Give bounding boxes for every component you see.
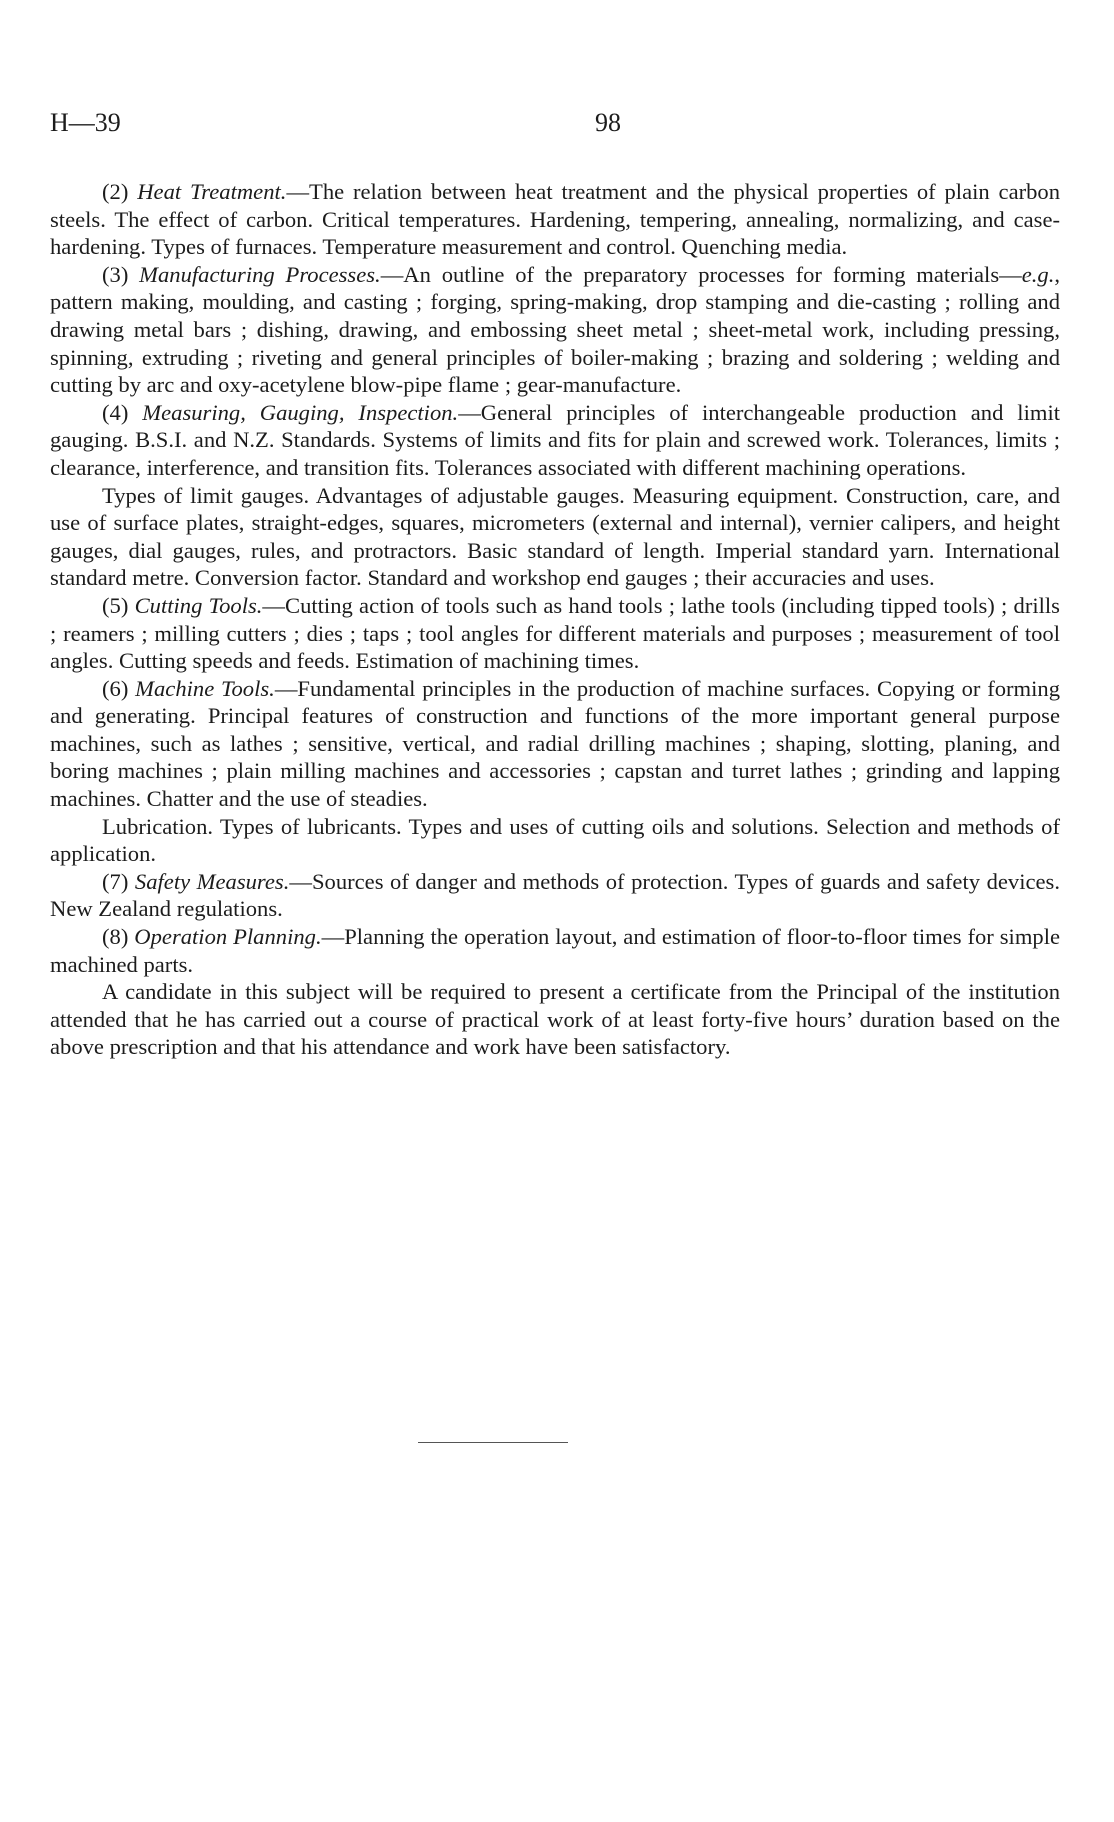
section-measuring-continuation: Types of limit gauges. Advantages of adjustable gauges. Measuring equipment. Construction, care, and use of surface plates, straight-edges, squares, micrometers (external and internal), vernier calipers, and height gauges, dial gauges, rules, and protractors. Basic standard of length. Imperial standard yarn. International standard metre. Conversion factor. Standard and workshop end gauges ; their accuracies and uses. xyxy=(50,482,1060,591)
document-body xyxy=(50,178,1060,1061)
section-number: (3) xyxy=(102,261,129,287)
section-heading: Machine Tools. xyxy=(135,675,275,701)
section-heading: Manufacturing Processes. xyxy=(139,261,381,287)
section-heading: Heat Treatment. xyxy=(137,179,287,204)
section-number: (2) xyxy=(102,179,129,204)
section-measuring-gauging-inspection xyxy=(50,399,1060,482)
page-header xyxy=(50,108,1060,144)
section-text: —Planning the operation layout, and estimation of floor-to-floor times for simple machined parts. xyxy=(50,924,1060,977)
section-cutting-tools xyxy=(50,592,1060,675)
section-operation-planning xyxy=(50,923,1060,978)
page-number: 98 xyxy=(595,108,621,137)
section-text: —General principles of interchangeable production and limit gauging. B.S.I. and N.Z. Standards. Systems of limits and fits for plain and screwed work. Tolerances, limits ; clearance, interference, and transition fits. Tolerances associated with different machining operations. xyxy=(50,399,1060,480)
section-machine-tools-continuation: Lubrication. Types of lubricants. Types and uses of cutting oils and solutions. Selection and methods of application. xyxy=(50,813,1060,867)
section-text: —Cutting action of tools such as hand tools ; lathe tools (including tipped tools) ; drills ; reamers ; milling cutters ; dies ; taps ; tool angles for different materials and purposes ; measurement of tool angles. Cutting speeds and feeds. Estimation of machining times. xyxy=(50,592,1060,674)
section-machine-tools xyxy=(50,675,1060,813)
section-number: (6) xyxy=(102,675,129,701)
section-heading: Safety Measures. xyxy=(134,868,290,894)
end-divider-rule xyxy=(418,1442,568,1443)
section-text: —The relation between heat treatment and the physical properties of plain carbon steels. The effect of carbon. Critical temperatures. Hardening, tempering, annealing, normalizing, and case-hardening. Types of furnaces. Temperature measurement and control. Quenching media. xyxy=(50,179,1061,260)
section-number: (8) xyxy=(102,924,129,950)
section-text-continued: , pattern making, moulding, and casting ; forging, spring-making, drop stamping and die-casting ; rolling and drawing metal bars ; dishing, drawing, and embossing sheet metal ; sheet-metal work, including pressing, spinning, extruding ; riveting and general principles of boiler-making ; brazing and soldering ; welding and cutting by arc and oxy-acetylene blow-pipe flame ; gear-manufacture. xyxy=(50,261,1060,398)
section-heading: Operation Planning. xyxy=(134,924,322,950)
section-safety-measures xyxy=(50,868,1060,923)
eg-abbreviation: e.g. xyxy=(1021,261,1055,287)
section-heading: Measuring, Gauging, Inspection. xyxy=(142,399,459,425)
section-heading: Cutting Tools. xyxy=(134,592,263,618)
section-text: —An outline of the preparatory processes for forming materials— xyxy=(380,261,1022,287)
section-manufacturing-processes xyxy=(50,261,1060,399)
section-text: —Fundamental principles in the production of machine surfaces. Copying or forming and generating. Principal features of construction and functions of the more important general purpose machines, such as lathes ; sensitive, vertical, and radial drilling machines ; shaping, slotting, planing, and boring machines ; plain milling machines and accessories ; capstan and turret lathes ; grinding and lapping machines. Chatter and the use of steadies. xyxy=(50,675,1060,812)
section-number: (7) xyxy=(102,868,129,894)
closing-paragraph: A candidate in this subject will be required to present a certificate from the Principal of the institution attended that he has carried out a course of practical work of at least forty-five hours’ duration based on the above prescription and that his attendance and work have been satisfactory. xyxy=(50,979,1060,1060)
document-reference: H—39 xyxy=(50,108,121,137)
section-number: (4) xyxy=(102,399,129,425)
section-heat-treatment xyxy=(50,178,1060,261)
section-text: —Sources of danger and methods of protection. Types of guards and safety devices. New Zealand regulations. xyxy=(50,868,1060,922)
section-number: (5) xyxy=(102,592,129,618)
